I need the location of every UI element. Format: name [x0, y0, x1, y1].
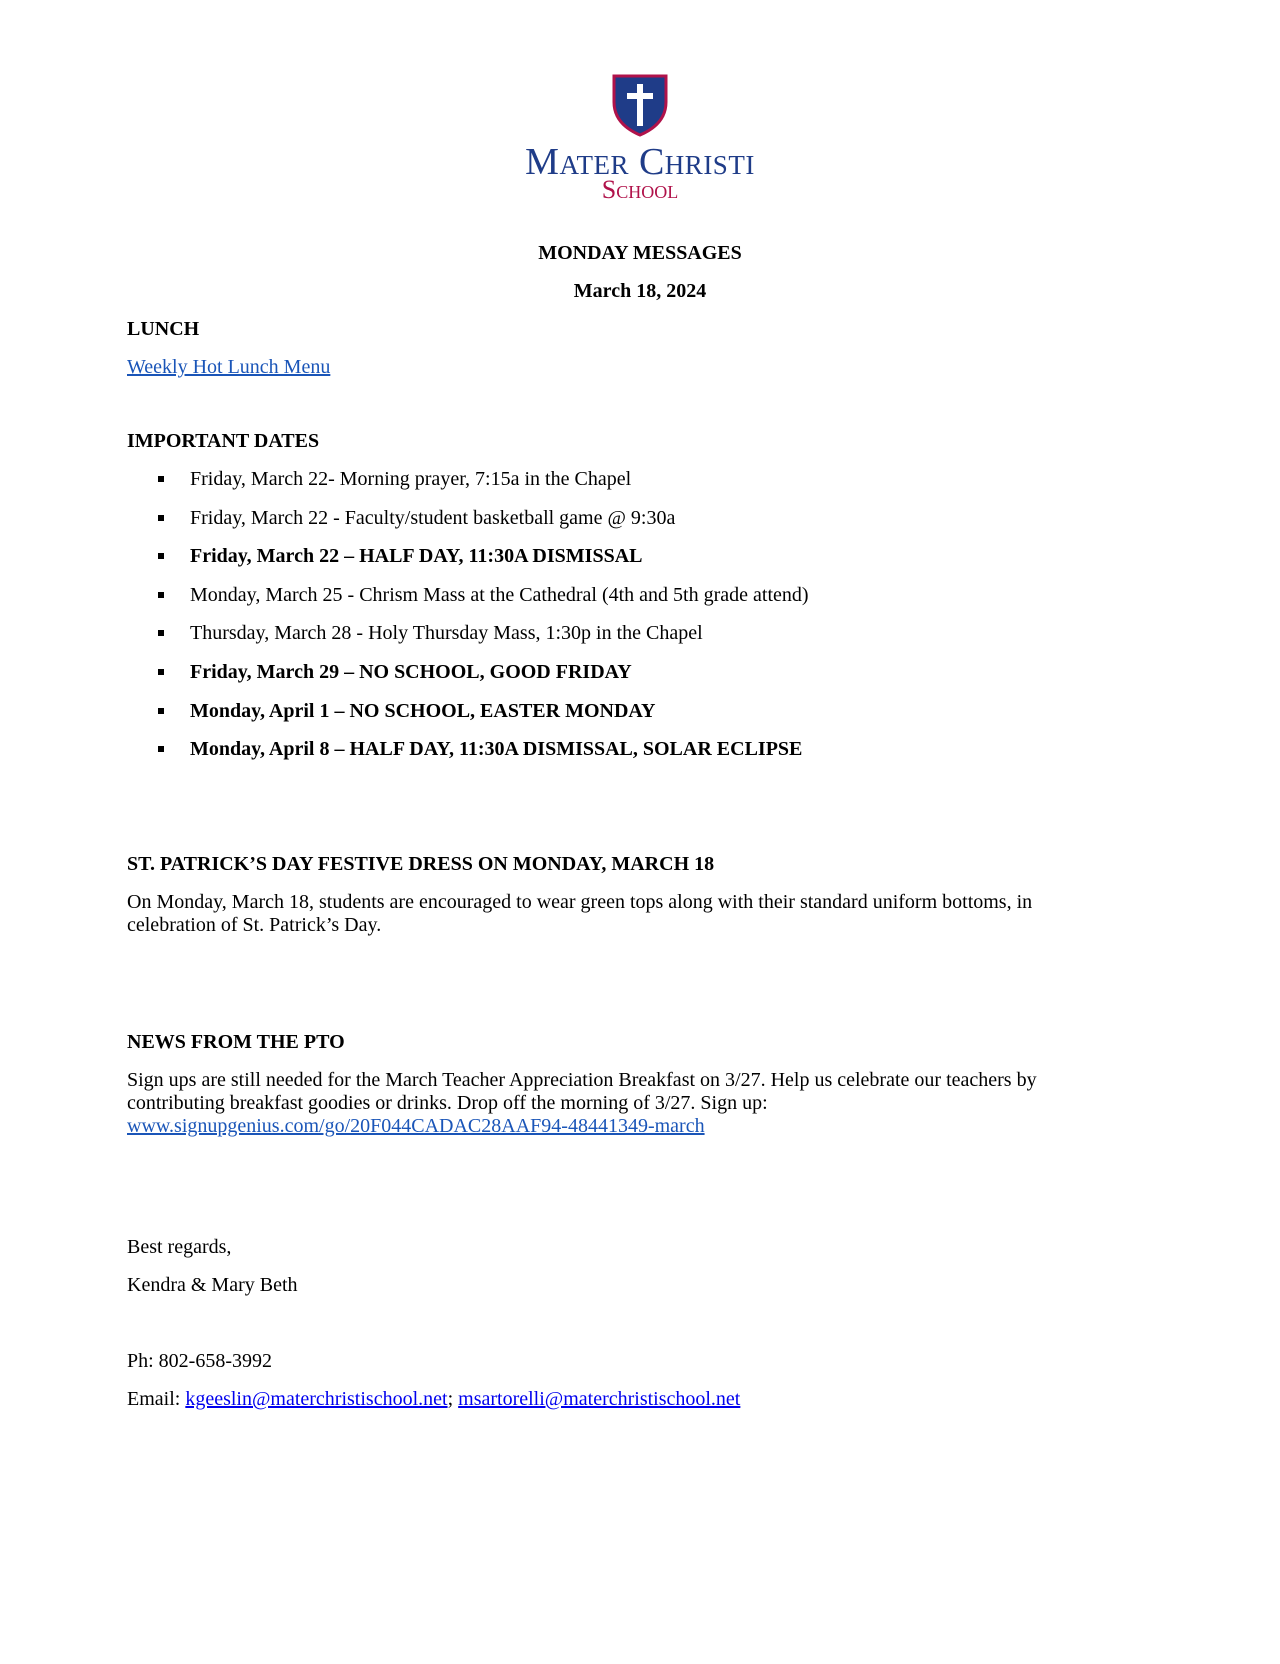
bullet-icon: [158, 708, 164, 714]
st-patricks-line-1: On Monday, March 18, students are encouraged to wear green tops along with their standard uniform bottoms, in: [127, 891, 1033, 913]
pto-line-1: Sign ups are still needed for the March Teacher Appreciation Breakfast on 3/27. Help us celebrate our teachers by: [127, 1069, 1037, 1091]
date-list-item: [127, 584, 1127, 623]
closing-names: Kendra & Mary Beth: [127, 1274, 298, 1296]
important-dates-heading: IMPORTANT DATES: [127, 430, 320, 452]
email-line: [127, 1388, 1127, 1411]
date-item-text: Thursday, March 28 - Holy Thursday Mass, 1:30p in the Chapel: [190, 622, 703, 645]
logo-school-word: School: [601, 175, 679, 204]
date-list-item: [127, 700, 1127, 739]
date-list-item: [127, 622, 1127, 661]
phone-number: Ph: 802-658-3992: [127, 1350, 272, 1372]
logo-school-name: Mater Christi: [525, 141, 755, 183]
page-title: MONDAY MESSAGES: [538, 242, 742, 264]
date-item-text: Friday, March 22 – HALF DAY, 11:30A DISMISSAL: [190, 545, 643, 568]
st-patricks-line-2: celebration of St. Patrick’s Day.: [127, 914, 382, 936]
pto-line-2: contributing breakfast goodies or drinks. Drop off the morning of 3/27. Sign up:: [127, 1092, 768, 1114]
date-list-item: [127, 661, 1127, 700]
email-link-msartorelli[interactable]: msartorelli@materchristischool.net: [458, 1388, 741, 1410]
important-dates-list: [127, 468, 1127, 777]
bullet-icon: [158, 630, 164, 636]
date-item-text: Monday, April 8 – HALF DAY, 11:30A DISMISSAL, SOLAR ECLIPSE: [190, 738, 803, 761]
bullet-icon: [158, 515, 164, 521]
bullet-icon: [158, 669, 164, 675]
date-item-text: Friday, March 22- Morning prayer, 7:15a in the Chapel: [190, 468, 632, 490]
bullet-icon: [158, 592, 164, 598]
signup-link[interactable]: www.signupgenius.com/go/20F044CADAC28AAF94-48441349-march: [127, 1115, 705, 1137]
lunch-menu-link[interactable]: Weekly Hot Lunch Menu: [127, 356, 331, 378]
st-patricks-heading: ST. PATRICK’S DAY FESTIVE DRESS ON MONDAY, MARCH 18: [127, 853, 715, 875]
date-item-text: Monday, March 25 - Chrism Mass at the Cathedral (4th and 5th grade attend): [190, 583, 809, 606]
date-list-item: [127, 545, 1127, 584]
cross-shield-icon: [611, 72, 669, 138]
date-item-text: Friday, March 22 - Faculty/student basketball game @ 9:30a: [190, 506, 676, 529]
date-list-item: [127, 468, 1127, 507]
bullet-icon: [158, 476, 164, 482]
lunch-heading: LUNCH: [127, 318, 200, 340]
email-separator: ;: [447, 1388, 459, 1410]
bullet-icon: [158, 746, 164, 752]
school-logo: [0, 72, 1280, 202]
pto-heading: NEWS FROM THE PTO: [127, 1031, 345, 1053]
bullet-icon: [158, 553, 164, 559]
date-list-item: [127, 738, 1127, 777]
closing-regards: Best regards,: [127, 1236, 232, 1258]
email-label: Email:: [127, 1388, 186, 1410]
st-patricks-body: [127, 891, 1127, 937]
email-link-kgeeslin[interactable]: kgeeslin@materchristischool.net: [185, 1388, 448, 1410]
date-item-text: Friday, March 29 – NO SCHOOL, GOOD FRIDAY: [190, 660, 632, 683]
date-item-text: Monday, April 1 – NO SCHOOL, EASTER MONDAY: [190, 699, 656, 722]
date-list-item: [127, 507, 1127, 546]
pto-body: [127, 1069, 1127, 1138]
page-date: March 18, 2024: [573, 280, 707, 302]
